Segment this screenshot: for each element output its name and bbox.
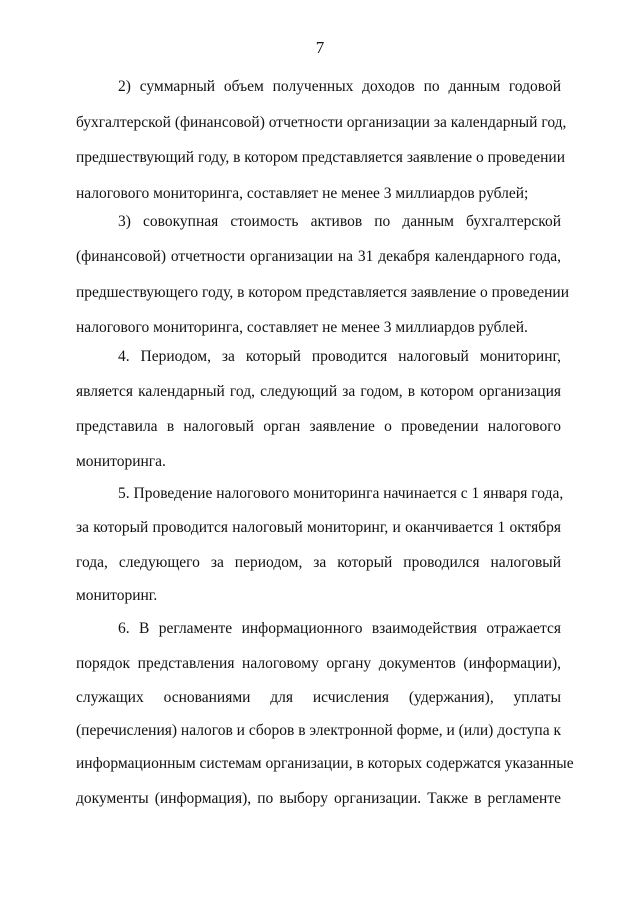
paragraph-5-line-3: года, следующего за периодом, за который проводился налоговый <box>76 554 561 571</box>
paragraph-5-line-1: 5. Проведение налогового мониторинга начинается с 1 января года, <box>118 485 564 502</box>
paragraph-4-line-3: представила в налоговый орган заявление о проведении налогового <box>76 418 561 435</box>
paragraph-5-line-4: мониторинг. <box>76 587 158 604</box>
paragraph-3-line-2: (финансовой) отчетности организации на 31 декабря календарного года, <box>76 248 561 265</box>
paragraph-6-line-4: (перечисления) налогов и сборов в электронной форме, и (или) доступа к <box>76 722 561 739</box>
paragraph-3-line-3: предшествующего году, в котором представляется заявление о проведении <box>76 284 570 301</box>
paragraph-6-line-2: порядок представления налоговому органу документов (информации), <box>76 655 561 672</box>
paragraph-2-line-4: налогового мониторинга, составляет не менее 3 миллиардов рублей; <box>76 185 529 202</box>
paragraph-3-line-4: налогового мониторинга, составляет не менее 3 миллиардов рублей. <box>76 319 528 336</box>
paragraph-4-line-2: является календарный год, следующий за годом, в котором организация <box>76 383 561 400</box>
paragraph-2-line-1: 2) суммарный объем полученных доходов по данным годовой <box>118 78 561 95</box>
paragraph-6-line-3: служащих основаниями для исчисления (удержания), уплаты <box>76 689 561 706</box>
paragraph-2-line-3: предшествующий году, в котором представляется заявление о проведении <box>76 149 565 166</box>
page-number: 7 <box>315 38 325 57</box>
paragraph-5-line-2: за который проводится налоговый мониторинг, и оканчивается 1 октября <box>76 519 561 536</box>
paragraph-3-line-1: 3) совокупная стоимость активов по данным бухгалтерской <box>118 213 561 230</box>
paragraph-2-line-2: бухгалтерской (финансовой) отчетности организации за календарный год, <box>76 114 567 131</box>
paragraph-6-line-5: информационным системам организации, в которых содержатся указанные <box>76 755 574 772</box>
paragraph-4-line-1: 4. Периодом, за который проводится налоговый мониторинг, <box>118 348 561 365</box>
paragraph-4-line-4: мониторинга. <box>76 453 166 470</box>
paragraph-6-line-6: документы (информация), по выбору организации. Также в регламенте <box>76 790 561 807</box>
paragraph-6-line-1: 6. В регламенте информационного взаимодействия отражается <box>118 620 561 637</box>
